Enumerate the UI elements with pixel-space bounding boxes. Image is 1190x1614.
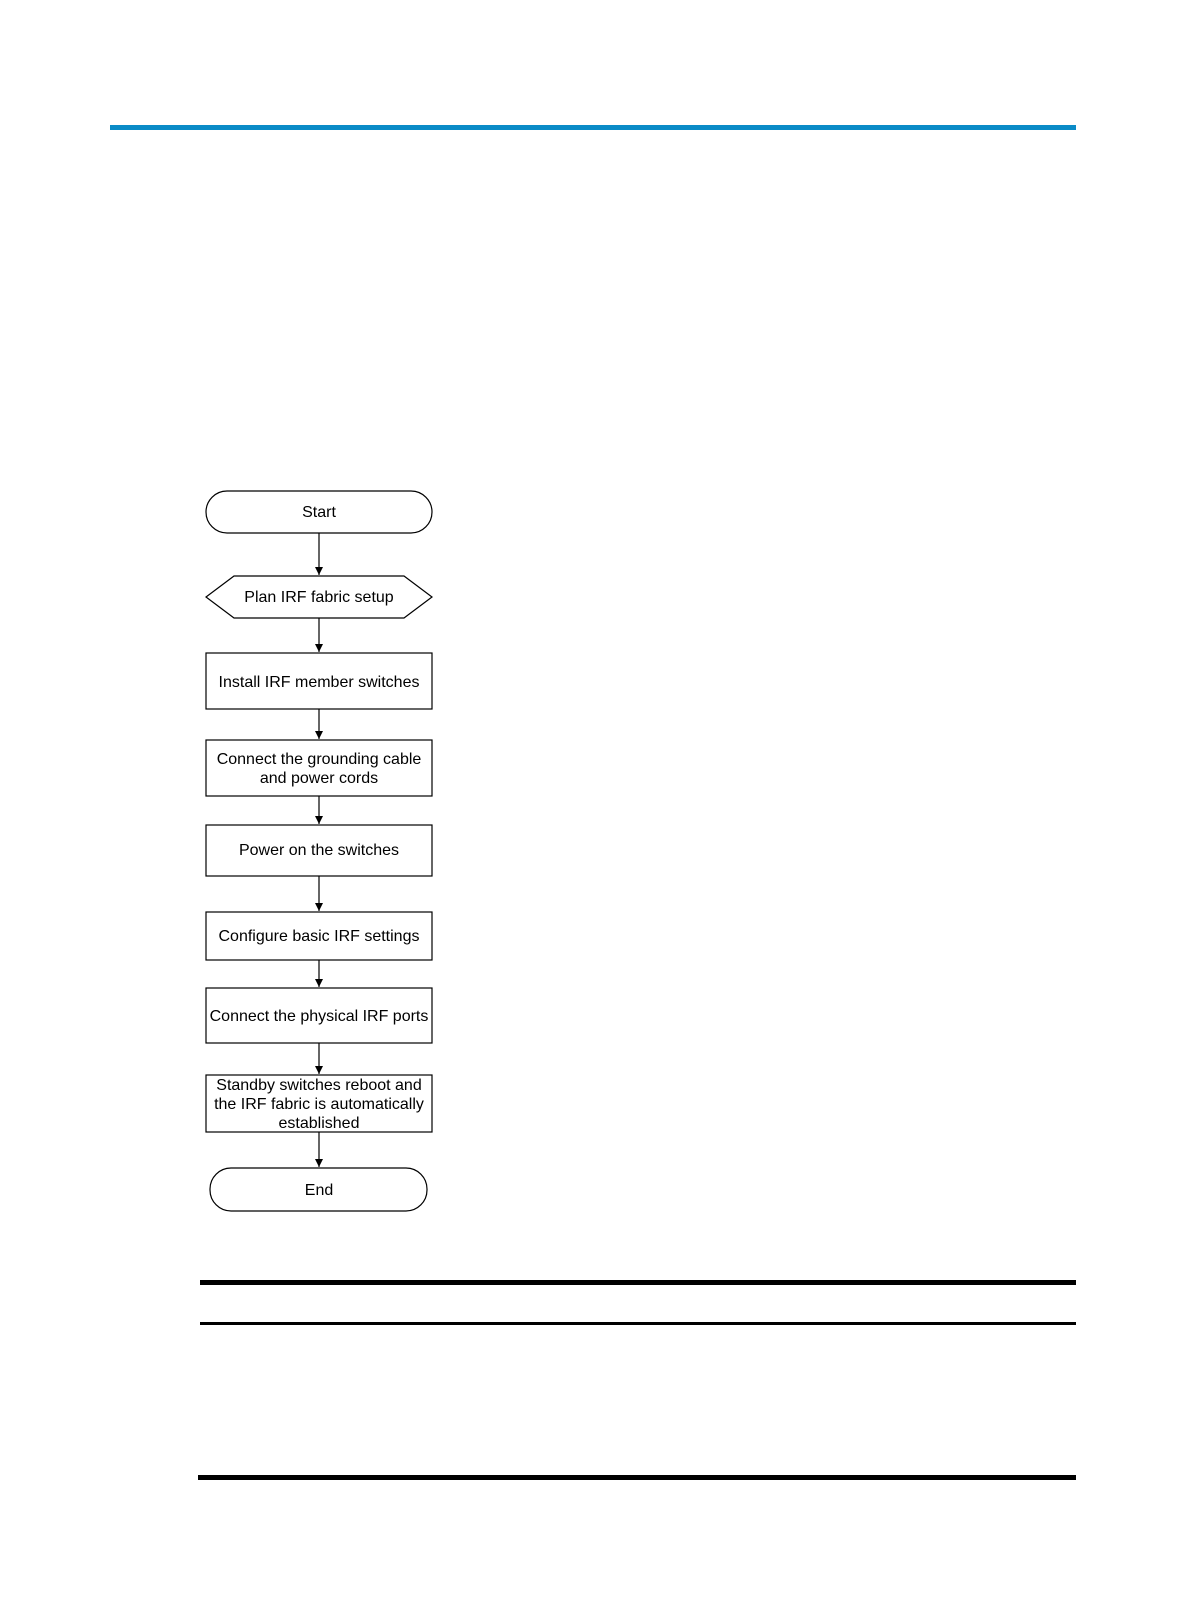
table-header-rule [200, 1322, 1076, 1325]
flow-power-on-label: Power on the switches [238, 842, 400, 859]
flow-install-label: Install IRF member switches [218, 674, 420, 691]
flow-install-node [206, 653, 432, 709]
table-top-rule [200, 1280, 1076, 1285]
flow-end-label: End [304, 1182, 334, 1199]
flow-end-node [210, 1168, 427, 1211]
flow-standby-node [206, 1075, 432, 1132]
table-bottom-rule [198, 1475, 1076, 1480]
flow-connect-power-node [206, 740, 432, 796]
flow-start-label: Start [302, 504, 336, 521]
flow-connect-power-label-line-2: and power cords [259, 770, 379, 787]
flow-plan-label: Plan IRF fabric setup [244, 589, 394, 606]
flow-plan-node [206, 576, 432, 618]
flow-connect-ports-label: Connect the physical IRF ports [209, 1008, 429, 1025]
flow-connect-power-label-line-1: Connect the grounding cable [216, 751, 422, 768]
flow-standby-label-line-2: the IRF fabric is automatically [214, 1096, 424, 1113]
flow-power-on-node [206, 825, 432, 876]
flow-start-node [206, 491, 432, 533]
flow-standby-label-line-1: Standby switches reboot and [216, 1077, 422, 1094]
flow-connect-ports-node [206, 988, 432, 1043]
flow-configure-label: Configure basic IRF settings [218, 928, 420, 945]
flow-configure-node [206, 912, 432, 960]
flow-standby-label-line-3: established [278, 1115, 360, 1132]
